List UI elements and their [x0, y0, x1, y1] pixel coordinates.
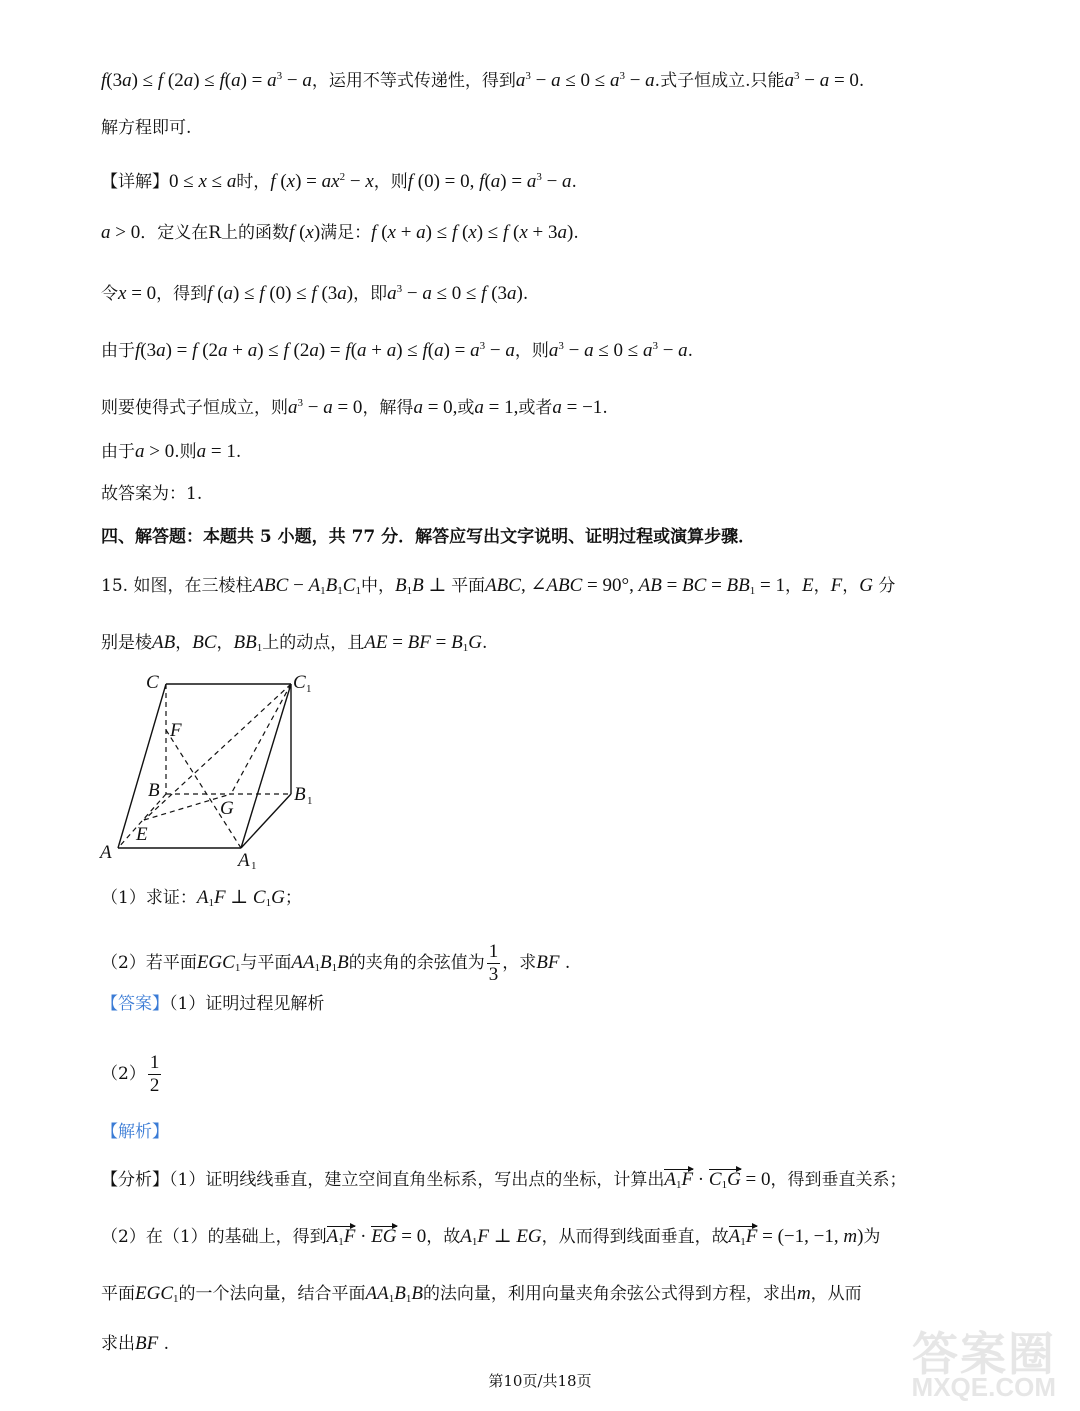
answer-line: 故答案为：1.: [101, 484, 203, 504]
svg-text:1: 1: [307, 795, 313, 807]
text-line-2: 解方程即可.: [101, 118, 192, 138]
analysis-line-2: （2）在（1）的基础上，得到$A_1F$ · EG = 0，故$A_1F$ ⊥ EG，从而得到线面垂直，故$A_1F = (-1$, −1, m)为: [101, 1223, 1040, 1256]
answer-part-2: （2） $\frac{1}{2}$: [101, 1052, 160, 1096]
subquestion-1: （1）求证：$A_1F$ ⊥ $C_1G$；: [101, 887, 302, 909]
text-line-1: f(3a) ≤ f $(2a) \le f(a) = a^3 - a$，运用不等式传递性，得到$a^3 - a \le 0 \le a^3 - a$.式子恒成立.只能$a^3 - a = 0$.: [101, 70, 865, 91]
analysis-line-3: 平面$EGC_1$的一个法向量，结合平面$AA_1B_1B$的法向量，利用向量夹角余弦公式得到方程，求出m，从而: [101, 1283, 862, 1305]
label-B: B: [148, 780, 160, 801]
analysis-line-1: 【分析】（1）证明线线垂直，建立空间直角坐标系，写出点的坐标，计算出$A_1F \cdot C_1G = 0$，得到垂直关系；: [101, 1166, 1040, 1195]
text-line-4: a > 0．定义在R上的函数f (x)满足：f (x + a) ≤ f (x) ≤ f (x + 3a).: [101, 222, 579, 243]
text-line-7: 则要使得式子恒成立，则$a^3 - a = 0$，解得a = 0,或a = 1,或者a = −1.: [101, 397, 608, 418]
section-heading: 四、解答题：本题共 5 小题，共 77 分．解答应写出文字说明、证明过程或演算步骤．: [101, 527, 756, 547]
text-line-8: 由于a > 0.则a = 1.: [101, 441, 242, 462]
prism-figure: [96, 666, 326, 871]
subquestion-2: （2）若平面$EGC_1$与平面$AA_1B_1B$的夹角的余弦值为 $\frac{1}{3}$ ，求BF .: [101, 941, 571, 985]
answer-part-1: 【答案】（1）证明过程见解析: [101, 994, 325, 1014]
page-footer: 第10页/共18页: [488, 1372, 592, 1390]
label-A: A: [100, 842, 112, 863]
label-A1: A: [238, 850, 250, 871]
question-15-line-1: 15. 如图，在三棱柱ABC − $A_1B_1C_1$中，$B_1B$ ⊥ 平面ABC, ∠ABC = 90°, AB = BC = $BB_1 = 1$，E，F，G 分: [101, 575, 896, 597]
text-line-3: 【详解】0 ≤ x ≤ a时，f $(x) = ax^2 - x$，则f (0) = 0, $f(a) = a^3 - a$.: [101, 171, 577, 192]
edge-C1A1: [241, 684, 291, 848]
svg-text:1: 1: [306, 683, 312, 695]
label-B1: B: [294, 784, 306, 805]
label-C1: C: [293, 672, 306, 693]
label-C: C: [146, 672, 159, 693]
label-E: E: [136, 824, 148, 845]
question-15-line-2: 别是棱AB，BC，$BB_1$上的动点，且AE = BF = $B_1G$.: [101, 632, 488, 654]
watermark-logo: 答案圈 MXQE.COM: [911, 1327, 1056, 1402]
svg-text:1: 1: [251, 860, 257, 871]
label-F: F: [170, 720, 182, 741]
label-G: G: [220, 798, 234, 819]
analysis-tag: 【解析】: [101, 1122, 169, 1142]
text-line-6: 由于f(3a) = f (2a + a) ≤ f $(2a) = f(a + a) \le f(a) = a^3 - a$，则$a^3 - a \le 0 \le a^3 - a$.: [101, 340, 694, 361]
analysis-line-4: 求出BF .: [101, 1333, 170, 1354]
text-line-5: 令x = 0，得到f (a) ≤ f (0) ≤ f (3a)，即$a^3 - a \le 0 \le f$ (3a).: [101, 283, 529, 304]
segment-C1G: [231, 684, 291, 794]
